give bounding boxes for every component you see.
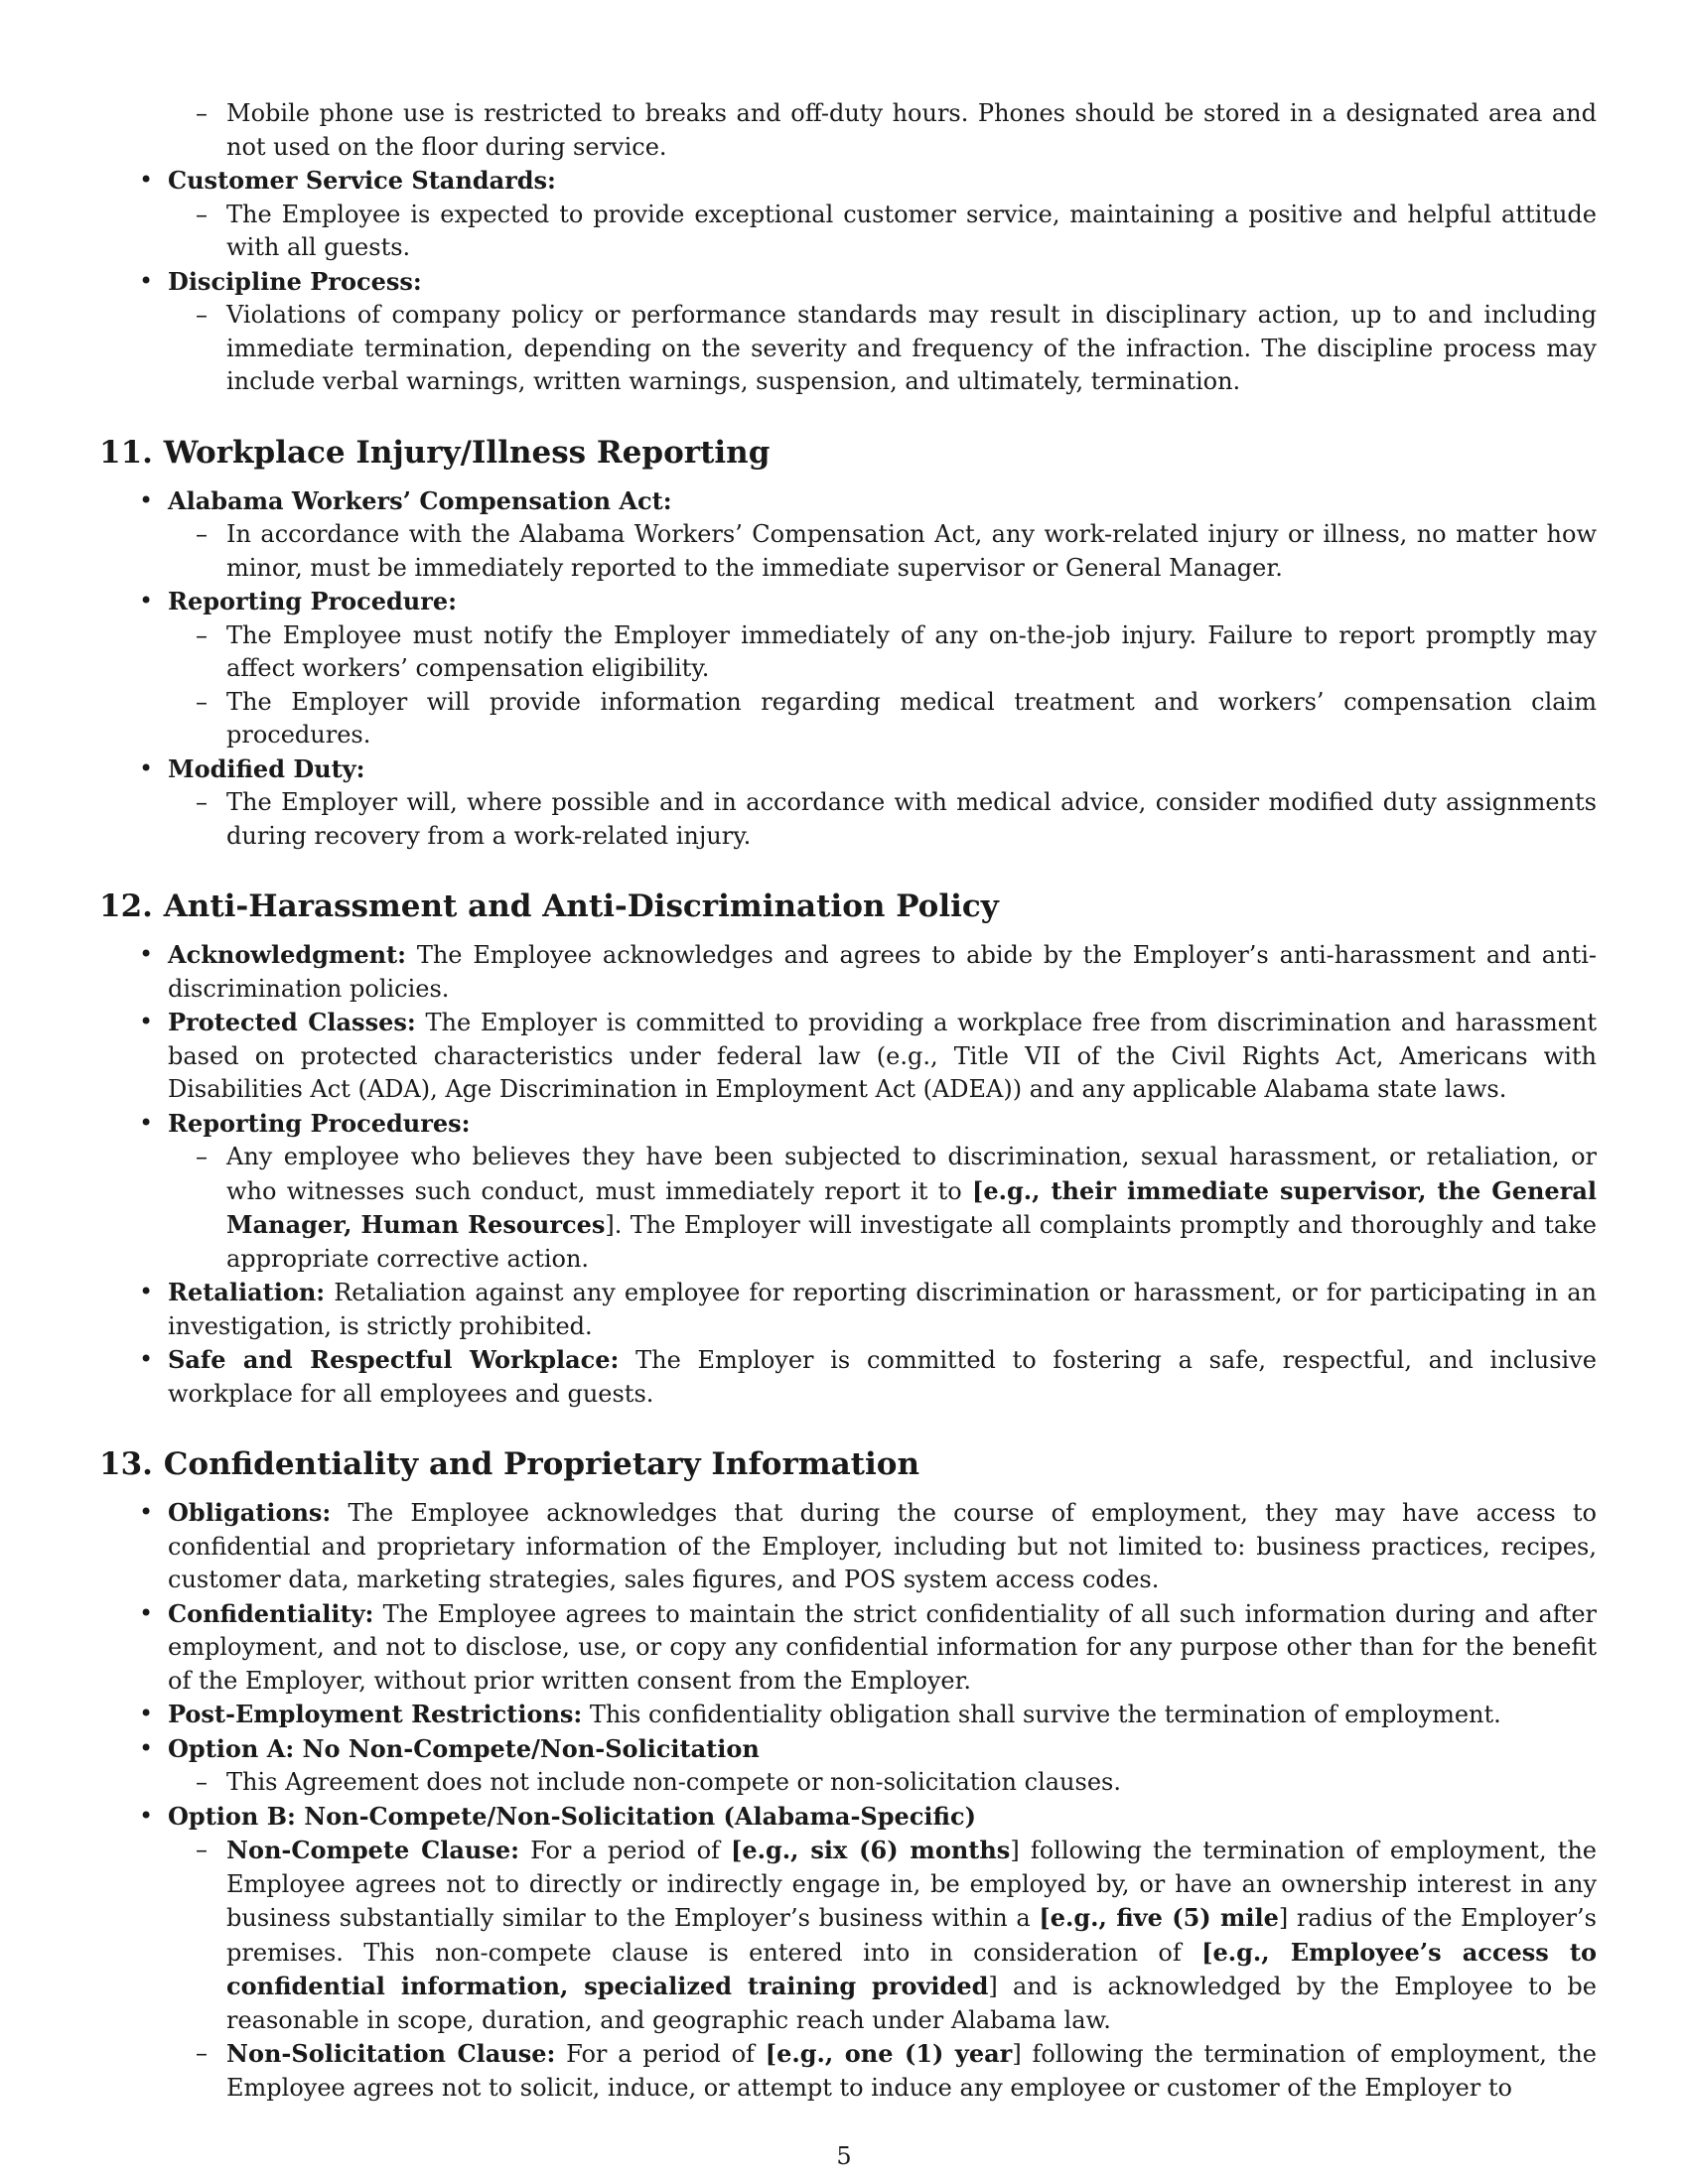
list-item-non-solicitation	[168, 2037, 1597, 2105]
item-text: ] radius of the Employer’s premises. This non-compete clause is entered into in consideration of	[226, 1904, 1597, 1967]
item-text: ] following the termination of employment, the Employee agrees not to directly or indirectly engage in, be employed by, or have an ownership interest in any business substantially similar to the Employer’s business within a	[226, 1837, 1597, 1932]
bullet-label: Modified Duty:	[168, 753, 365, 783]
item-text: Any employee who believes they have been subjected to discrimination, sexual harassment, or retaliation, or who witnesses such conduct, must immediately report it to	[226, 1143, 1597, 1205]
list-item	[168, 1141, 1597, 1276]
item-label: Non-Compete Clause:	[226, 1836, 519, 1864]
placeholder-text: [e.g., one (1) year	[765, 2039, 1013, 2068]
bullet-text: The Employee agrees to maintain the strict confidentiality of all such information during and after employment, and not to disclose, use, or copy any confidential information for any purpose other than for the benefit of the Employer, without prior written consent from the Employer.	[168, 1599, 1597, 1695]
bullet-option-a	[99, 1732, 1597, 1800]
placeholder-text: [e.g., five (5) mile	[1039, 1903, 1279, 1932]
bullet-workers-comp-act	[99, 484, 1597, 586]
bullet-label: Protected Classes:	[168, 1008, 416, 1036]
continued-section	[99, 97, 1597, 399]
placeholder-text: [e.g., Employee’s access to confidential information, specialized training provided	[226, 1937, 1597, 2000]
bullet-text: The Employer is committed to providing a workplace free from discrimination and harassment based on protected characteristics under federal law (e.g., Title VII of the Civil Rights Act, Americans with Disabilities Act (ADA), Age Discrimination in Employment Act (ADEA)) and any applicable Alabama state laws.	[168, 1009, 1598, 1103]
section-heading: 11. Workplace Injury/Illness Reporting	[99, 434, 771, 471]
bullet-label: Post-Employment Restrictions:	[168, 1700, 583, 1728]
bullet-label: Retaliation:	[168, 1278, 326, 1306]
page-number: 5	[836, 2142, 852, 2170]
list-item: – This Agreement does not include non-compete or non-solicitation clauses.	[168, 1766, 1597, 1800]
bullet-label: Option B: Non-Compete/Non-Solicitation (Alabama-Specific)	[168, 1801, 976, 1831]
bullet-label: Reporting Procedures:	[168, 1108, 471, 1138]
item-text: For a period of	[518, 1837, 732, 1864]
section-heading: 13. Confidentiality and Proprietary Information	[99, 1446, 919, 1482]
list-item: – The Employee must notify the Employer immediately of any on-the-job injury. Failure to report promptly may affect workers’ compensation eligibility.	[168, 619, 1597, 686]
bullet-text: Retaliation against any employee for reporting discrimination or harassment, or for participating in an investigation, is strictly prohibited.	[168, 1279, 1597, 1340]
bullet-post-employment	[99, 1698, 1597, 1732]
bullet-text: The Employee acknowledges that during the course of employment, they may have access to confidential and proprietary information of the Employer, including but not limited to: business practices, recipes, customer data, marketing strategies, sales figures, and POS system access codes.	[168, 1499, 1597, 1593]
bullet-safe-workplace	[99, 1343, 1597, 1411]
list-item: – In accordance with the Alabama Workers’ Compensation Act, any work-related injury or illness, no matter how minor, must be immediately reported to the immediate supervisor or General Manager.	[168, 518, 1597, 585]
placeholder-text: [e.g., their immediate supervisor, the General Manager, Human Resources	[226, 1175, 1597, 1239]
bullet-label: Alabama Workers’ Compensation Act:	[168, 485, 672, 515]
item-label: Non-Solicitation Clause:	[226, 2039, 556, 2068]
list-item-non-compete	[168, 1834, 1597, 2037]
bullet-label: Obligations:	[168, 1498, 332, 1527]
section-heading: 12. Anti-Harassment and Anti-Discrimination Policy	[99, 888, 999, 924]
bullet-option-b	[99, 1800, 1597, 2106]
bullet-label: Discipline Process:	[168, 266, 422, 296]
item-text: ] and is acknowledged by the Employee to be reasonable in scope, duration, and geographic reach under Alabama law.	[226, 1973, 1597, 2034]
bullet-label: Reporting Procedure:	[168, 587, 458, 615]
placeholder-text: [e.g., six (6) months	[731, 1836, 1011, 1864]
bullet-acknowledgment	[99, 938, 1597, 1006]
section-13	[99, 1444, 1597, 2105]
bullet-text: This confidentiality obligation shall survive the termination of employment.	[582, 1701, 1501, 1728]
bullet-label: Confidentiality:	[168, 1598, 374, 1628]
bullet-modified-duty	[99, 752, 1597, 854]
item-text: ] following the termination of employment, the Employee agrees not to solicit, induce, or attempt to induce any employee or customer of the Employer to	[226, 2040, 1598, 2102]
bullet-label: Safe and Respectful Workplace:	[168, 1345, 620, 1374]
bullet-reporting-procedure	[99, 585, 1597, 752]
item-text: For a period of	[555, 2040, 766, 2068]
list-item: – The Employer will, where possible and in accordance with medical advice, consider modified duty assignments during recovery from a work-related injury.	[168, 786, 1597, 853]
list-item: – The Employee is expected to provide exceptional customer service, maintaining a positive and helpful attitude with all guests.	[168, 199, 1597, 265]
list-item: – Mobile phone use is restricted to breaks and off-duty hours. Phones should be stored in a designated area and not used on the floor during service.	[168, 97, 1597, 164]
section-11	[99, 433, 1597, 854]
bullet-reporting-procedures	[99, 1107, 1597, 1277]
bullet-discipline-process	[99, 265, 1597, 399]
bullet-label: Customer Service Standards:	[168, 166, 556, 195]
bullet-protected-classes	[99, 1006, 1597, 1107]
list-item: – The Employer will provide information regarding medical treatment and workers’ compensation claim procedures.	[168, 686, 1597, 752]
page-content	[99, 97, 1597, 2105]
bullet-text: The Employee acknowledges and agrees to abide by the Employer’s anti-harassment and anti-discrimination policies.	[168, 941, 1597, 1003]
bullet-label: Acknowledgment:	[168, 940, 406, 969]
bullet-retaliation	[99, 1276, 1597, 1343]
list-item: – Violations of company policy or performance standards may result in disciplinary action, up to and including immediate termination, depending on the severity and frequency of the infraction. The discipline process may include verbal warnings, written warnings, suspension, and ultimately, termination.	[168, 299, 1597, 399]
continued-dash-list	[99, 97, 1597, 164]
bullet-obligations	[99, 1496, 1597, 1597]
bullet-label: Option A: No Non-Compete/Non-Solicitation	[168, 1733, 760, 1763]
bullet-customer-service	[99, 164, 1597, 265]
bullet-text: The Employer is committed to fostering a safe, respectful, and inclusive workplace for all employees and guests.	[168, 1346, 1597, 1408]
item-text: ]. The Employer will investigate all complaints promptly and thoroughly and take appropriate corrective action.	[226, 1211, 1597, 1273]
bullet-confidentiality	[99, 1597, 1597, 1699]
section-12	[99, 887, 1597, 1411]
